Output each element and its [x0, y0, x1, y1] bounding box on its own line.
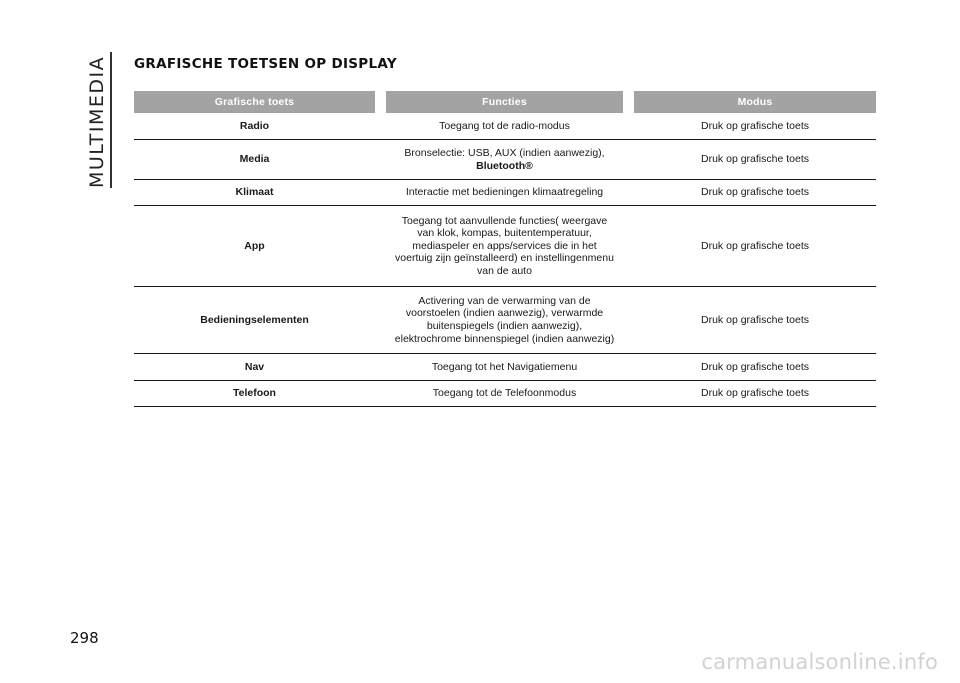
button-name-cell: Media	[239, 153, 270, 166]
table-row	[134, 114, 876, 140]
section-divider	[110, 52, 112, 188]
functions-line: voorstoelen (indien aanwezig), verwarmde	[405, 307, 604, 320]
functions-line: mediaspeler en apps/services die in het	[412, 239, 597, 252]
section-tab	[84, 55, 110, 188]
functions-cell	[386, 354, 623, 380]
table-row	[134, 354, 876, 381]
column-header-button: Grafische toets	[134, 91, 375, 113]
functions-line: elektrochrome binnenspiegel (indien aanwezig)	[394, 332, 615, 345]
page-number: 298	[70, 629, 99, 647]
functions-line: Toegang tot de Telefoonmodus	[432, 387, 577, 400]
functions-line: voertuig zijn geïnstalleerd) en instellingenmenu	[395, 252, 614, 265]
button-name-cell: Radio	[239, 120, 270, 133]
mode-cell: Druk op grafische toets	[701, 120, 809, 133]
functions-cell	[386, 114, 623, 139]
mode-cell: Druk op grafische toets	[701, 153, 809, 166]
table-row	[134, 180, 876, 206]
button-name-cell: App	[244, 239, 265, 252]
mode-cell: Druk op grafische toets	[701, 387, 809, 400]
mode-cell: Druk op grafische toets	[701, 239, 809, 252]
functions-line: Interactie met bedieningen klimaatregeling	[405, 186, 604, 199]
functions-line: Toegang tot aanvullende functies( weergave	[401, 214, 608, 227]
functions-line: van de auto	[477, 264, 532, 277]
section-label: MULTIMEDIA	[86, 55, 108, 188]
functions-line: van klok, kompas, buitentemperatuur,	[417, 227, 592, 240]
functions-line: Activering van de verwarming van de	[418, 294, 591, 307]
table-row	[134, 140, 876, 180]
mode-cell: Druk op grafische toets	[701, 360, 809, 373]
table-row	[134, 381, 876, 407]
page-heading: GRAFISCHE TOETSEN OP DISPLAY	[134, 56, 397, 72]
functions-cell	[386, 140, 623, 179]
functions-line: Toegang tot de radio-modus	[439, 120, 570, 133]
column-header-mode: Modus	[634, 91, 876, 113]
site-watermark: carmanualsonline.info	[701, 650, 938, 674]
button-name-cell: Klimaat	[235, 186, 274, 199]
table-row	[134, 287, 876, 354]
buttons-table	[134, 91, 876, 400]
functions-cell	[386, 287, 623, 353]
functions-cell	[386, 180, 623, 205]
column-header-functions: Functies	[386, 91, 623, 113]
functions-line: Bronselectie: USB, AUX (indien aanwezig),	[404, 146, 605, 159]
table-header	[134, 91, 876, 113]
button-name-cell: Telefoon	[233, 387, 276, 400]
button-name-cell: Nav	[244, 360, 265, 373]
functions-line-bold: Bluetooth®	[476, 159, 533, 172]
functions-line: Toegang tot het Navigatiemenu	[431, 360, 578, 373]
functions-cell	[386, 381, 623, 406]
button-name-cell: Bedieningselementen	[200, 313, 309, 326]
functions-line: buitenspiegels (indien aanwezig),	[426, 320, 583, 332]
table-row	[134, 206, 876, 287]
mode-cell: Druk op grafische toets	[701, 313, 809, 326]
table-body	[134, 114, 876, 407]
functions-cell	[386, 206, 623, 286]
mode-cell: Druk op grafische toets	[701, 186, 809, 199]
